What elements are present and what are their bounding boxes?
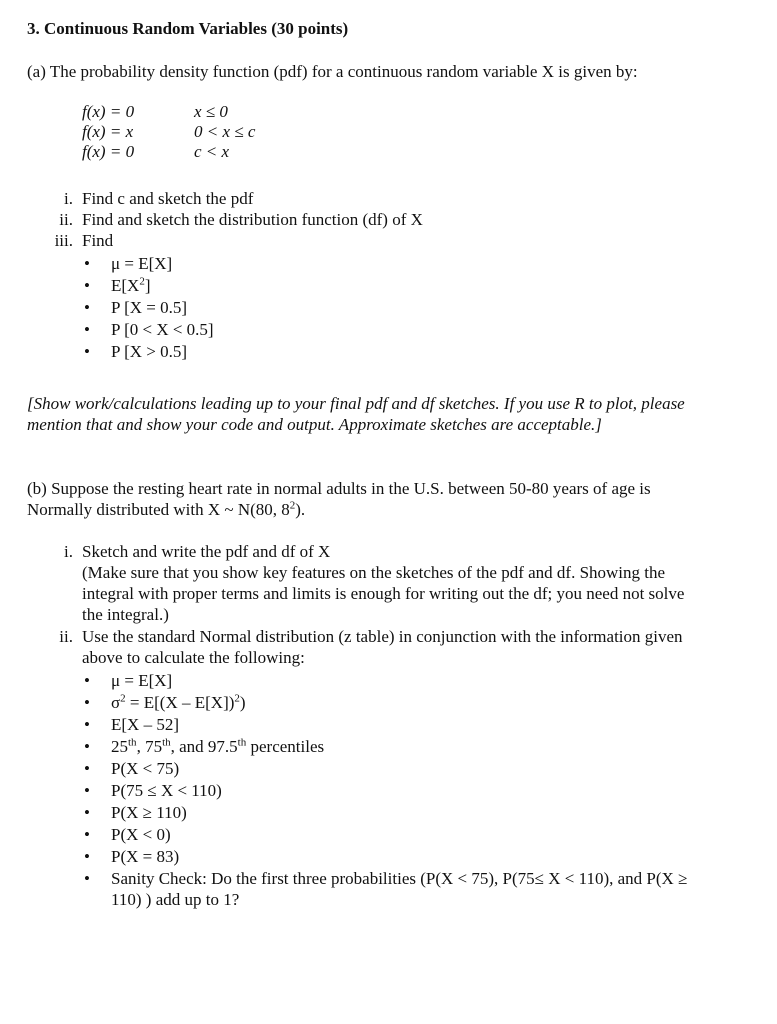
superscript: 2 xyxy=(289,499,296,512)
bullet-icon: • xyxy=(84,825,90,844)
item-title: Sketch and write the pdf and df of X xyxy=(82,542,331,561)
bullet-icon: • xyxy=(84,759,90,778)
bullet-icon: • xyxy=(84,737,90,756)
list-item-text: = E[(X – E[X]) xyxy=(125,693,235,712)
part-b-intro-text: (b) Suppose the resting heart rate in normal adults in the U.S. between 50-80 years of age is Normally distributed with X ~ N(80, 8 xyxy=(27,479,651,519)
list-item xyxy=(78,736,711,758)
pdf-row xyxy=(82,121,255,141)
list-item xyxy=(78,253,214,275)
list-item xyxy=(78,670,711,692)
bullet-icon: • xyxy=(84,715,90,734)
bullet-icon: • xyxy=(84,320,90,339)
bullet-icon: • xyxy=(84,342,90,361)
list-item-text: , 75 xyxy=(136,737,163,756)
pdf-condition: 0 < x ≤ c xyxy=(194,122,256,141)
item-text: Use the standard Normal distribution (z table) in conjunction with the information given above to calculate the following: xyxy=(82,627,683,667)
superscript: 2 xyxy=(120,692,126,705)
superscript: 2 xyxy=(139,275,145,288)
list-item-text: E[X – 52] xyxy=(111,715,179,734)
pdf-function: f(x) = 0 xyxy=(82,102,135,121)
part-b-bullet-list xyxy=(78,670,711,912)
section-heading: 3. Continuous Random Variables (30 points) xyxy=(27,19,349,38)
list-item-text: P [0 < X < 0.5] xyxy=(111,320,214,339)
list-item-text: ] xyxy=(144,276,151,295)
part-b-intro-text: ). xyxy=(295,500,306,519)
list-item xyxy=(78,846,711,868)
pdf-row xyxy=(82,141,255,161)
pdf-row xyxy=(82,101,255,121)
list-item-text: Sanity Check: Do the first three probabilities (P(X < 75), P(75≤ X < 110), and P(X ≥ 110) ) add up to 1? xyxy=(111,869,688,909)
item-number: iii. xyxy=(54,231,73,250)
list-item xyxy=(78,714,711,736)
bullet-icon: • xyxy=(84,671,90,690)
pdf-condition: c < x xyxy=(194,142,230,161)
list-item xyxy=(78,868,711,912)
list-item-text: P(X ≥ 110) xyxy=(111,803,187,822)
pdf-condition: x ≤ 0 xyxy=(194,102,228,121)
item-number: ii. xyxy=(59,210,73,229)
item-text: Find c and sketch the pdf xyxy=(82,189,254,208)
bullet-icon: • xyxy=(84,276,90,295)
list-item-text: ) xyxy=(239,693,246,712)
superscript: 2 xyxy=(234,692,240,705)
list-item-text: P [X = 0.5] xyxy=(111,298,188,317)
list-item xyxy=(78,758,711,780)
superscript: th xyxy=(237,736,247,749)
list-item xyxy=(78,297,214,319)
bullet-icon: • xyxy=(84,803,90,822)
list-item xyxy=(78,780,711,802)
list-item xyxy=(78,802,711,824)
list-item xyxy=(78,319,214,341)
list-item-text: percentiles xyxy=(246,737,325,756)
item-text xyxy=(82,541,702,625)
list-item xyxy=(78,824,711,846)
bullet-icon: • xyxy=(84,847,90,866)
list-item-text: 25 xyxy=(111,737,128,756)
part-a-intro: (a) The probability density function (pdf) for a continuous random variable X is given by: xyxy=(27,62,638,81)
list-item-text: P [X > 0.5] xyxy=(111,342,188,361)
list-item-text: P(X < 75) xyxy=(111,759,180,778)
list-item-text: σ xyxy=(111,693,121,712)
list-item-text: μ = E[X] xyxy=(111,671,173,690)
pdf-function: f(x) = x xyxy=(82,122,134,141)
bullet-icon: • xyxy=(84,254,90,273)
bullet-icon: • xyxy=(84,693,90,712)
item-number: ii. xyxy=(59,627,73,646)
bullet-icon: • xyxy=(84,298,90,317)
superscript: th xyxy=(128,736,137,749)
item-text: Find and sketch the distribution function (df) of X xyxy=(82,210,423,229)
pdf-function: f(x) = 0 xyxy=(82,142,135,161)
bullet-icon: • xyxy=(84,869,90,888)
list-item-text: , and 97.5 xyxy=(170,737,238,756)
item-text: Find xyxy=(82,231,114,250)
bullet-icon: • xyxy=(84,781,90,800)
list-item xyxy=(78,341,214,363)
list-item-text: P(X = 83) xyxy=(111,847,180,866)
part-a-bullet-list xyxy=(78,253,214,363)
list-item-text: E[X xyxy=(111,276,140,295)
superscript: th xyxy=(162,736,171,749)
item-number: i. xyxy=(64,542,73,561)
list-item-text: P(75 ≤ X < 110) xyxy=(111,781,222,800)
pdf-definition xyxy=(82,101,255,161)
instructions-note: [Show work/calculations leading up to your final pdf and df sketches. If you use R to plot, please mention that and show your code and output. Approximate sketches are acceptable.] xyxy=(27,394,685,434)
list-item xyxy=(78,275,214,297)
part-b-intro xyxy=(27,478,707,520)
item-subtext: (Make sure that you show key features on the sketches of the pdf and df. Showing the integral with proper terms and limits is enough for writing out the df; you need not solve the integral.) xyxy=(82,563,685,624)
list-item xyxy=(78,692,711,714)
item-number: i. xyxy=(64,189,73,208)
list-item-text: P(X < 0) xyxy=(111,825,171,844)
list-item-text: μ = E[X] xyxy=(111,254,173,273)
